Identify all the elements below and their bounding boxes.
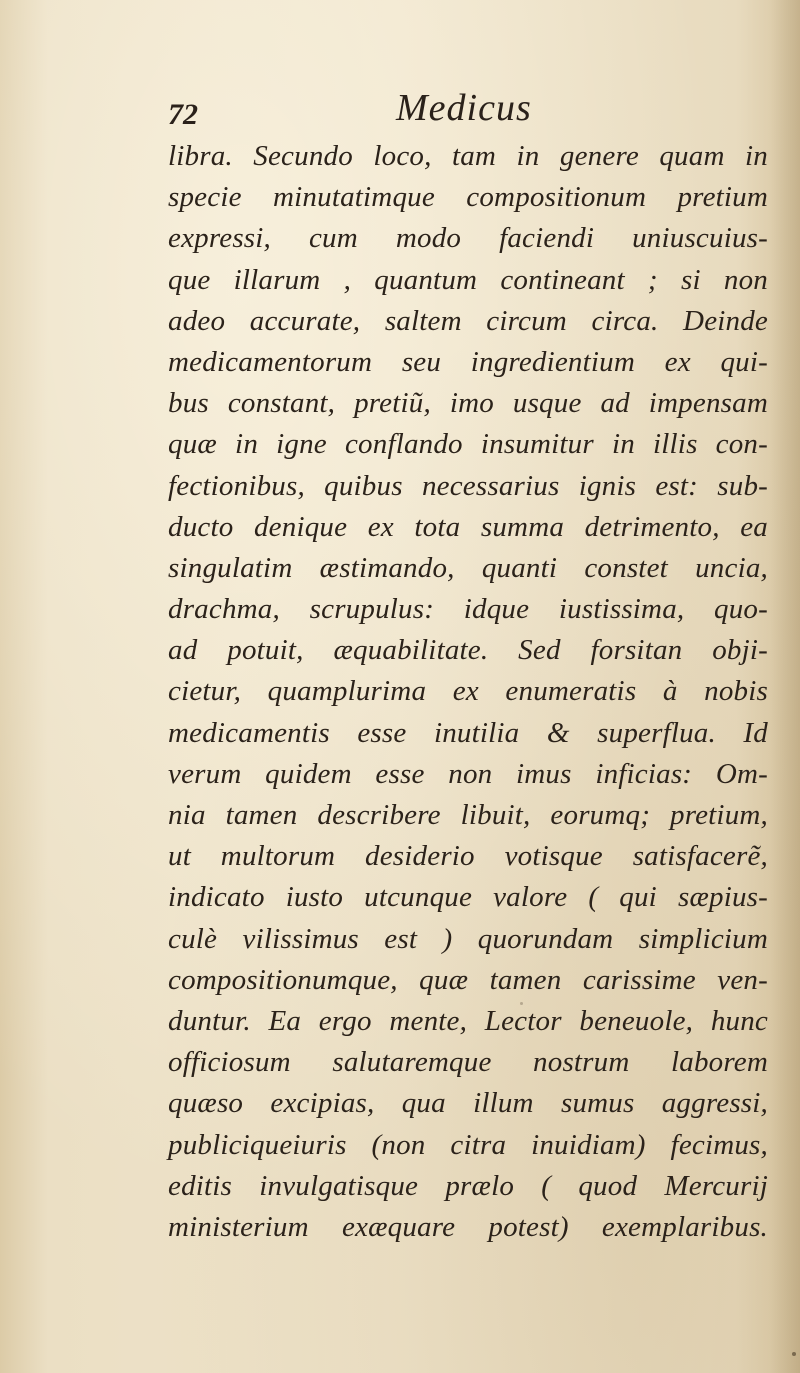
text-line: ad potuit, æquabilitate. Sed forsitan obji- [168, 634, 768, 667]
running-head [0, 82, 800, 142]
text-line: fectionibus, quibus necessarius ignis est: sub- [168, 469, 768, 502]
text-line: specie minutatimque compositionum pretium [168, 181, 768, 214]
text-line: quæso excipias, qua illum sumus aggressi, [168, 1087, 768, 1120]
text-line: editis invulgatisque prælo ( quod Mercurij [168, 1169, 768, 1202]
text-line: quæ in igne conflando insumitur in illis con- [168, 428, 768, 461]
text-line: libra. Secundo loco, tam in genere quam in [168, 140, 768, 172]
text-line: duntur. Ea ergo mente, Lector beneuole, hunc [168, 1004, 768, 1037]
text-line: nia tamen describere libuit, eorumq; pretium, [168, 799, 768, 831]
text-line: verum quidem esse non imus inficias: Om- [168, 757, 768, 790]
text-line: adeo accurate, saltem circum circa. Deinde [168, 304, 768, 337]
text-line: drachma, scrupulus: idque iustissima, quo- [168, 593, 768, 626]
text-line: expressi, cum modo faciendi uniuscuius- [168, 222, 768, 255]
text-line: bus constant, pretiũ, imo usque ad impensam [168, 387, 768, 420]
paper-speck [520, 1002, 523, 1005]
text-line: publiciqueiuris (non citra inuidiam) fecimus, [168, 1128, 768, 1161]
page-edge-shadow [770, 0, 800, 1373]
text-line: medicamentorum seu ingredientium ex qui- [168, 345, 768, 378]
paper-speck [792, 1352, 796, 1356]
text-line: singulatim æstimando, quanti constet uncia, [168, 551, 768, 584]
text-line: officiosum salutaremque nostrum laborem [168, 1046, 768, 1079]
running-title: Medicus [396, 87, 532, 129]
text-line: medicamentis esse inutilia & superflua. Id [168, 716, 768, 749]
page-number: 72 [168, 98, 198, 131]
text-line: cietur, quamplurima ex enumeratis à nobis [168, 675, 768, 708]
text-line: que illarum , quantum contineant ; si non [168, 263, 768, 296]
text-line: indicato iusto utcunque valore ( qui sæpius- [168, 881, 768, 914]
text-body [168, 136, 768, 1248]
text-line: ministerium exæquare potest) exemplaribus. [168, 1210, 768, 1243]
text-line: compositionumque, quæ tamen carissime ven- [168, 963, 768, 996]
text-line: ducto denique ex tota summa detrimento, ea [168, 510, 768, 543]
text-line: ut multorum desiderio votisque satisfacerẽ, [168, 840, 768, 873]
text-line: culè vilissimus est ) quorundam simplicium [168, 922, 768, 955]
